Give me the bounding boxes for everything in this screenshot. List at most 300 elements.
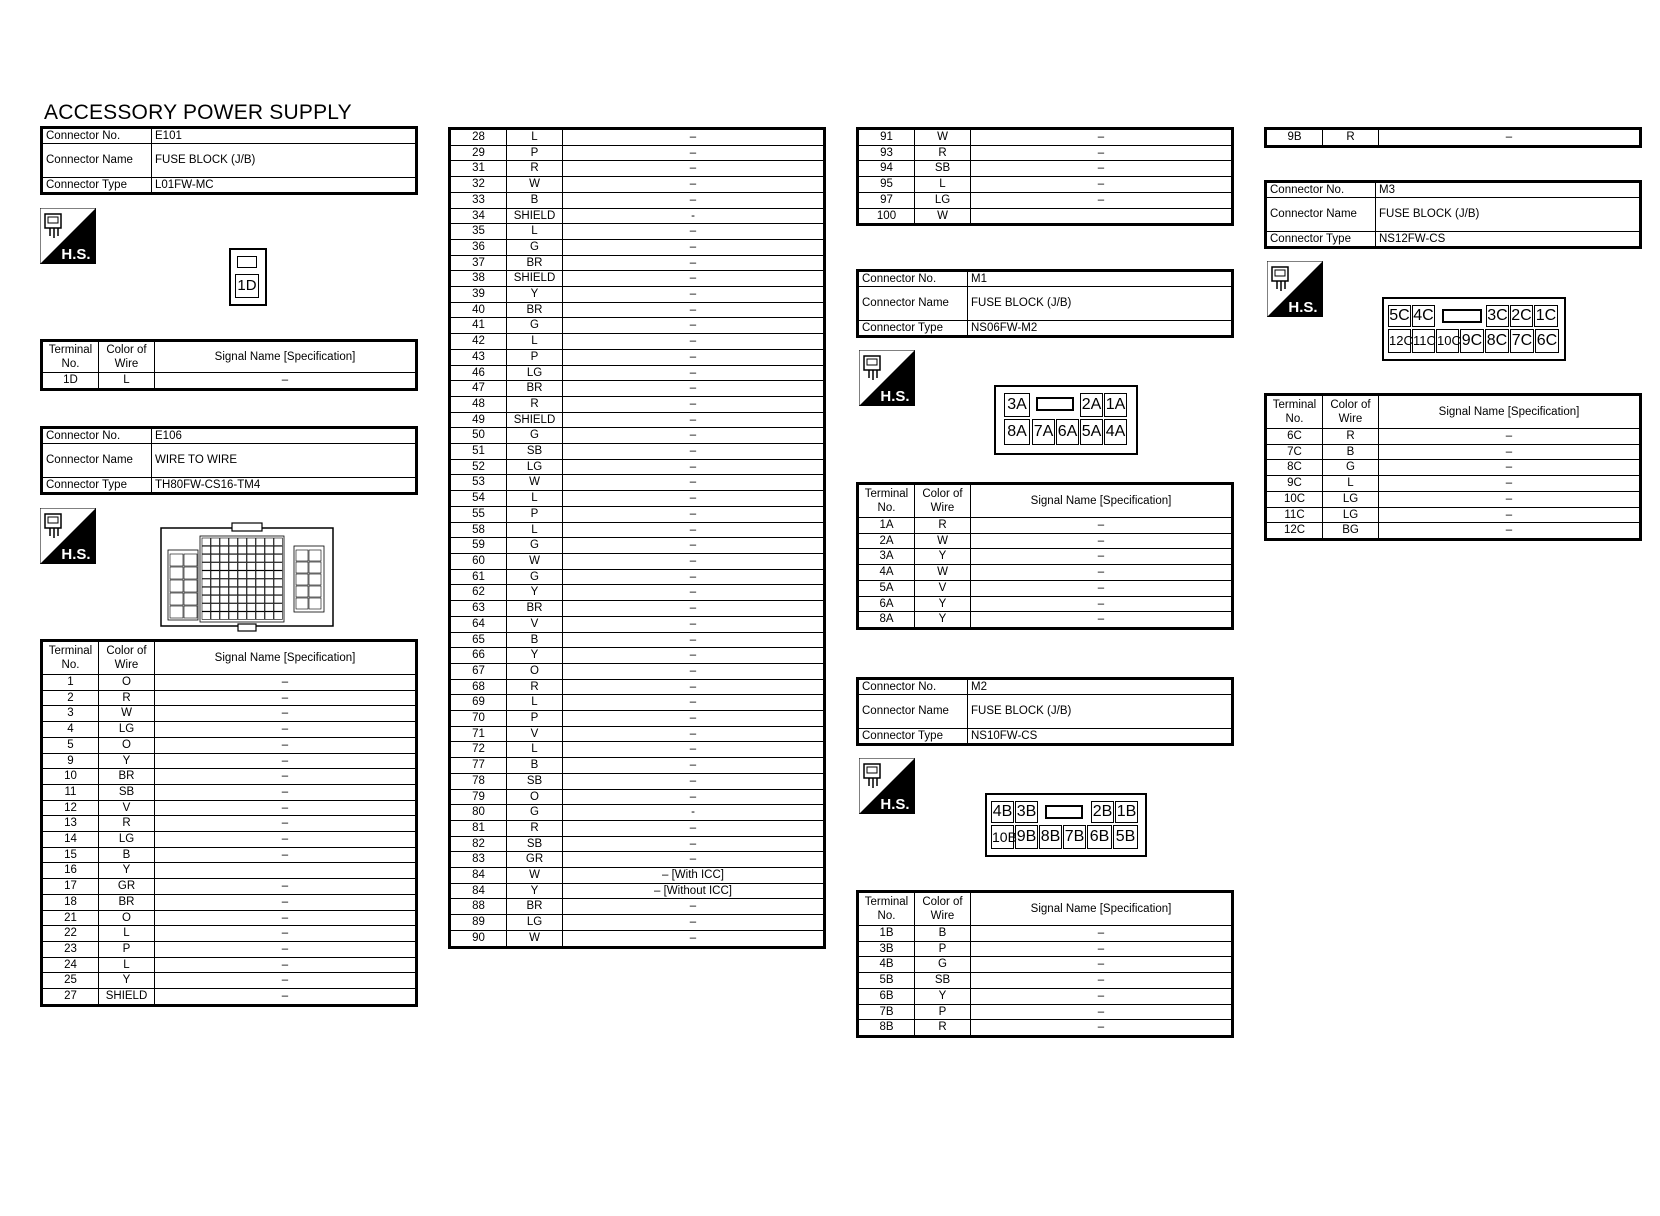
- color-cell: SB: [99, 784, 155, 800]
- table-row: [858, 596, 1233, 612]
- table-row: [450, 349, 825, 365]
- signal-cell: -: [563, 805, 825, 821]
- table-row: [450, 459, 825, 475]
- terminal-cell: 63: [450, 601, 507, 617]
- connector-type-value: NS12FW-CS: [1376, 232, 1641, 248]
- color-cell: Y: [915, 988, 971, 1004]
- terminal-cell: 8C: [1266, 460, 1323, 476]
- terminal-cell: 2: [42, 690, 99, 706]
- color-cell: L: [99, 926, 155, 942]
- color-cell: W: [507, 475, 563, 491]
- signal-cell: –: [971, 549, 1233, 565]
- color-cell: R: [507, 820, 563, 836]
- pin-cavity: 3B: [1015, 801, 1038, 823]
- pin-cavity: 7C: [1510, 329, 1534, 353]
- table-row: [42, 800, 417, 816]
- color-header: Color of Wire: [915, 892, 971, 926]
- pin-cavity: 6A: [1056, 419, 1079, 445]
- terminal-cell: 84: [450, 883, 507, 899]
- table-row: [450, 883, 825, 899]
- color-cell: B: [1323, 444, 1379, 460]
- color-cell: R: [507, 396, 563, 412]
- terminal-cell: 46: [450, 365, 507, 381]
- table-row: [858, 518, 1233, 534]
- hs-label: H.S.: [880, 796, 910, 813]
- table-row: [42, 910, 417, 926]
- terminal-cell: 8A: [858, 612, 915, 629]
- signal-cell: –: [155, 722, 417, 738]
- table-row: [42, 737, 417, 753]
- signal-cell: –: [155, 769, 417, 785]
- signal-cell: –: [971, 565, 1233, 581]
- terminal-cell: 89: [450, 915, 507, 931]
- terminal-no-header: Terminal No.: [1266, 395, 1323, 429]
- color-cell: L: [507, 334, 563, 350]
- table-row: [858, 957, 1233, 973]
- signal-cell: –: [563, 177, 825, 193]
- color-cell: L: [507, 522, 563, 538]
- signal-cell: –: [971, 1020, 1233, 1037]
- hs-label: H.S.: [880, 388, 910, 405]
- signal-cell: –: [155, 832, 417, 848]
- table-row: [1266, 507, 1641, 523]
- color-cell: SHIELD: [507, 271, 563, 287]
- terminal-cell: 8B: [858, 1020, 915, 1037]
- terminal-cell: 38: [450, 271, 507, 287]
- signal-cell: –: [563, 930, 825, 947]
- color-cell: R: [99, 690, 155, 706]
- terminal-cell: 55: [450, 506, 507, 522]
- signal-cell: –: [971, 612, 1233, 629]
- color-cell: P: [507, 506, 563, 522]
- color-cell: BG: [1323, 523, 1379, 540]
- pin-cavity: 10B: [991, 825, 1014, 849]
- terminal-cell: 68: [450, 679, 507, 695]
- connector-face-m2: [985, 793, 1147, 857]
- table-row: [450, 177, 825, 193]
- connector-no-value: E106: [152, 428, 417, 444]
- signal-cell: –: [971, 926, 1233, 942]
- terminal-cell: 40: [450, 302, 507, 318]
- terminal-no-header: Terminal No.: [42, 341, 99, 373]
- signal-cell: –: [563, 852, 825, 868]
- terminal-cell: 53: [450, 475, 507, 491]
- signal-cell: [971, 208, 1233, 225]
- pin-cavity: 8A: [1004, 419, 1030, 445]
- table-row: [450, 365, 825, 381]
- color-cell: LG: [1323, 507, 1379, 523]
- color-cell: R: [507, 679, 563, 695]
- table-row: [450, 271, 825, 287]
- signal-header: Signal Name [Specification]: [971, 484, 1233, 518]
- signal-cell: –: [1379, 523, 1641, 540]
- table-row: [450, 695, 825, 711]
- signal-cell: –: [563, 161, 825, 177]
- color-cell: LG: [507, 915, 563, 931]
- signal-cell: –: [563, 412, 825, 428]
- color-cell: L: [99, 373, 155, 390]
- signal-cell: –: [971, 533, 1233, 549]
- signal-cell: –: [563, 695, 825, 711]
- table-row: [1266, 476, 1641, 492]
- terminal-cell: 9: [42, 753, 99, 769]
- pin-cavity: 3C: [1486, 305, 1509, 327]
- color-cell: O: [99, 737, 155, 753]
- connector-name-label: Connector Name: [858, 695, 968, 729]
- pin-cavity: 8B: [1039, 825, 1062, 849]
- terminal-cell: 58: [450, 522, 507, 538]
- table-row: [858, 533, 1233, 549]
- table-row: [450, 820, 825, 836]
- table-row: [450, 161, 825, 177]
- terminal-cell: 10C: [1266, 491, 1323, 507]
- terminal-cell: 54: [450, 491, 507, 507]
- color-cell: W: [507, 868, 563, 884]
- terminal-table-m3: [1264, 393, 1642, 541]
- terminal-cell: 83: [450, 852, 507, 868]
- signal-header: Signal Name [Specification]: [1379, 395, 1641, 429]
- table-row: [858, 973, 1233, 989]
- connector-no-label: Connector No.: [1266, 182, 1376, 198]
- color-cell: Y: [99, 863, 155, 879]
- signal-cell: –: [971, 957, 1233, 973]
- terminal-cell: 5A: [858, 580, 915, 596]
- terminal-cell: 32: [450, 177, 507, 193]
- table-row: [450, 475, 825, 491]
- connector-face-e101: [229, 248, 267, 306]
- terminal-table-e106-cont: [448, 127, 826, 949]
- terminal-cell: 6C: [1266, 429, 1323, 445]
- table-row: [450, 868, 825, 884]
- table-row: [450, 852, 825, 868]
- terminal-cell: 51: [450, 444, 507, 460]
- signal-cell: –: [155, 910, 417, 926]
- table-row: [450, 648, 825, 664]
- terminal-cell: 70: [450, 711, 507, 727]
- pin-cavity: 9C: [1460, 329, 1484, 353]
- terminal-cell: 1B: [858, 926, 915, 942]
- signal-cell: -: [563, 208, 825, 224]
- terminal-cell: 21: [42, 910, 99, 926]
- color-cell: BR: [99, 769, 155, 785]
- table-row: [1266, 444, 1641, 460]
- connector-no-label: Connector No.: [42, 428, 152, 444]
- color-cell: O: [507, 789, 563, 805]
- terminal-cell: 18: [42, 894, 99, 910]
- pin-cavity: 5A: [1080, 419, 1103, 445]
- signal-cell: –: [971, 988, 1233, 1004]
- table-row: [450, 396, 825, 412]
- hs-label: H.S.: [1288, 299, 1318, 316]
- table-row: [450, 899, 825, 915]
- color-cell: P: [99, 941, 155, 957]
- color-cell: Y: [507, 585, 563, 601]
- color-cell: P: [507, 711, 563, 727]
- pin-cavity: 2A: [1080, 393, 1103, 417]
- terminal-cell: 4: [42, 722, 99, 738]
- signal-cell: –: [1379, 507, 1641, 523]
- terminal-cell: 12: [42, 800, 99, 816]
- table-row: [450, 726, 825, 742]
- color-cell: Y: [99, 753, 155, 769]
- hs-label: H.S.: [61, 246, 91, 263]
- table-row: [450, 711, 825, 727]
- color-cell: LG: [507, 365, 563, 381]
- connector-face-m1: [994, 385, 1138, 455]
- table-row: [450, 224, 825, 240]
- table-row: [42, 926, 417, 942]
- harness-side-icon: [859, 758, 915, 814]
- color-cell: B: [507, 632, 563, 648]
- table-row: [450, 302, 825, 318]
- color-cell: O: [99, 675, 155, 691]
- signal-cell: –: [563, 585, 825, 601]
- signal-cell: –: [971, 177, 1233, 193]
- connector-info-e101: [40, 126, 418, 195]
- terminal-table-e101: [40, 339, 418, 391]
- signal-cell: –: [971, 192, 1233, 208]
- terminal-cell: 25: [42, 973, 99, 989]
- lock-tab: [237, 256, 257, 268]
- table-row: [42, 989, 417, 1006]
- connector-no-label: Connector No.: [858, 271, 968, 287]
- signal-cell: –: [563, 632, 825, 648]
- color-cell: P: [507, 349, 563, 365]
- signal-cell: –: [155, 989, 417, 1006]
- pin-cavity: 7B: [1063, 825, 1086, 849]
- terminal-cell: 5: [42, 737, 99, 753]
- table-row: [450, 287, 825, 303]
- signal-cell: –: [563, 899, 825, 915]
- pin-cavity: 1D: [235, 274, 259, 298]
- table-row: [450, 506, 825, 522]
- terminal-cell: 4A: [858, 565, 915, 581]
- color-cell: BR: [507, 381, 563, 397]
- table-row: [450, 632, 825, 648]
- terminal-cell: 22: [42, 926, 99, 942]
- color-cell: LG: [915, 192, 971, 208]
- signal-cell: –: [563, 663, 825, 679]
- connector-no-label: Connector No.: [42, 128, 152, 144]
- color-cell: V: [99, 800, 155, 816]
- pin-cavity: 10C: [1436, 329, 1459, 353]
- terminal-cell: 1: [42, 675, 99, 691]
- connector-type-label: Connector Type: [858, 729, 968, 745]
- color-cell: Y: [915, 612, 971, 629]
- terminal-cell: 93: [858, 145, 915, 161]
- terminal-cell: 6B: [858, 988, 915, 1004]
- connector-name-label: Connector Name: [858, 287, 968, 321]
- table-row: [450, 836, 825, 852]
- connector-no-value: M2: [968, 679, 1233, 695]
- color-cell: W: [915, 565, 971, 581]
- connector-no-value: E101: [152, 128, 417, 144]
- terminal-no-header: Terminal No.: [42, 641, 99, 675]
- signal-cell: –: [155, 690, 417, 706]
- table-row: [450, 789, 825, 805]
- signal-header: Signal Name [Specification]: [155, 341, 417, 373]
- terminal-cell: 94: [858, 161, 915, 177]
- terminal-table-m2-cont: [1264, 127, 1642, 148]
- terminal-cell: 27: [42, 989, 99, 1006]
- signal-cell: –: [1379, 491, 1641, 507]
- signal-cell: –: [155, 926, 417, 942]
- color-cell: W: [915, 533, 971, 549]
- terminal-cell: 4B: [858, 957, 915, 973]
- color-cell: LG: [1323, 491, 1379, 507]
- table-row: [858, 565, 1233, 581]
- table-row: [42, 973, 417, 989]
- terminal-cell: 31: [450, 161, 507, 177]
- color-header: Color of Wire: [915, 484, 971, 518]
- terminal-cell: 34: [450, 208, 507, 224]
- terminal-cell: 69: [450, 695, 507, 711]
- table-row: [450, 553, 825, 569]
- terminal-cell: 28: [450, 129, 507, 146]
- connector-name-label: Connector Name: [42, 144, 152, 178]
- table-row: [450, 129, 825, 146]
- signal-cell: –: [563, 302, 825, 318]
- pin-cavity: 11C: [1412, 329, 1435, 353]
- pin-cavity: 5C: [1388, 305, 1411, 327]
- terminal-cell: 52: [450, 459, 507, 475]
- table-row: [450, 444, 825, 460]
- table-row: [42, 769, 417, 785]
- signal-cell: –: [563, 711, 825, 727]
- signal-cell: –: [563, 381, 825, 397]
- color-cell: LG: [99, 722, 155, 738]
- table-row: [42, 706, 417, 722]
- terminal-cell: 81: [450, 820, 507, 836]
- color-cell: Y: [507, 287, 563, 303]
- color-cell: LG: [99, 832, 155, 848]
- terminal-no-header: Terminal No.: [858, 484, 915, 518]
- terminal-cell: 29: [450, 145, 507, 161]
- signal-cell: –: [563, 145, 825, 161]
- terminal-cell: 49: [450, 412, 507, 428]
- signal-cell: –: [563, 726, 825, 742]
- table-row: [858, 161, 1233, 177]
- lock-tab: [1442, 309, 1482, 323]
- terminal-cell: 78: [450, 773, 507, 789]
- signal-cell: –: [563, 915, 825, 931]
- terminal-cell: 84: [450, 868, 507, 884]
- table-row: [450, 239, 825, 255]
- color-cell: L: [1323, 476, 1379, 492]
- color-cell: BR: [507, 255, 563, 271]
- table-row: [42, 722, 417, 738]
- color-cell: L: [99, 957, 155, 973]
- signal-header: Signal Name [Specification]: [155, 641, 417, 675]
- color-cell: G: [507, 318, 563, 334]
- terminal-cell: 90: [450, 930, 507, 947]
- color-cell: SHIELD: [99, 989, 155, 1006]
- pin-cavity: 2C: [1510, 305, 1533, 327]
- signal-cell: –: [155, 373, 417, 390]
- table-row: [42, 847, 417, 863]
- signal-cell: –: [563, 506, 825, 522]
- color-cell: W: [99, 706, 155, 722]
- signal-cell: –: [155, 973, 417, 989]
- terminal-cell: 7B: [858, 1004, 915, 1020]
- connector-info-m3: [1264, 180, 1642, 249]
- signal-cell: –: [1379, 476, 1641, 492]
- table-row: [450, 742, 825, 758]
- terminal-cell: 64: [450, 616, 507, 632]
- color-cell: SB: [507, 444, 563, 460]
- table-row: [858, 129, 1233, 146]
- terminal-table-m2: [856, 890, 1234, 1038]
- terminal-cell: 3B: [858, 941, 915, 957]
- terminal-cell: 6A: [858, 596, 915, 612]
- terminal-cell: 1A: [858, 518, 915, 534]
- signal-cell: –: [563, 522, 825, 538]
- terminal-table-m1: [856, 482, 1234, 630]
- table-row: [1266, 491, 1641, 507]
- signal-cell: –: [155, 847, 417, 863]
- terminal-cell: 80: [450, 805, 507, 821]
- table-row: [1266, 429, 1641, 445]
- table-row: [450, 412, 825, 428]
- pin-cavity: 5B: [1113, 825, 1138, 849]
- pin-cavity: 1C: [1534, 305, 1558, 327]
- signal-cell: [155, 863, 417, 879]
- color-cell: BR: [99, 894, 155, 910]
- signal-cell: –: [155, 706, 417, 722]
- color-cell: BR: [507, 601, 563, 617]
- connector-type-label: Connector Type: [42, 478, 152, 494]
- connector-no-value: M3: [1376, 182, 1641, 198]
- terminal-cell: 62: [450, 585, 507, 601]
- terminal-cell: 36: [450, 239, 507, 255]
- signal-cell: –: [155, 753, 417, 769]
- signal-cell: – [With ICC]: [563, 868, 825, 884]
- color-cell: SB: [507, 836, 563, 852]
- signal-cell: –: [971, 941, 1233, 957]
- signal-cell: –: [563, 553, 825, 569]
- connector-no-label: Connector No.: [858, 679, 968, 695]
- color-cell: SHIELD: [507, 208, 563, 224]
- terminal-cell: 9B: [1266, 129, 1323, 147]
- table-row: [1266, 129, 1641, 147]
- pin-cavity: 4A: [1104, 419, 1127, 445]
- color-cell: BR: [507, 899, 563, 915]
- connector-name-value: FUSE BLOCK (J/B): [1376, 198, 1641, 232]
- table-row: [858, 1004, 1233, 1020]
- connector-type-value: TH80FW-CS16-TM4: [152, 478, 417, 494]
- pin-cavity: 9B: [1015, 825, 1038, 849]
- signal-cell: –: [155, 816, 417, 832]
- terminal-cell: 13: [42, 816, 99, 832]
- table-row: [42, 373, 417, 390]
- table-row: [42, 816, 417, 832]
- pin-cavity: 2B: [1091, 801, 1114, 823]
- signal-cell: –: [155, 894, 417, 910]
- terminal-cell: 11: [42, 784, 99, 800]
- color-cell: L: [507, 695, 563, 711]
- table-row: [42, 675, 417, 691]
- table-row: [858, 580, 1233, 596]
- signal-cell: –: [563, 836, 825, 852]
- terminal-cell: 66: [450, 648, 507, 664]
- table-row: [1266, 523, 1641, 540]
- color-cell: SHIELD: [507, 412, 563, 428]
- signal-cell: –: [155, 800, 417, 816]
- connector-type-label: Connector Type: [1266, 232, 1376, 248]
- signal-cell: –: [155, 737, 417, 753]
- color-cell: L: [507, 129, 563, 146]
- color-cell: Y: [507, 648, 563, 664]
